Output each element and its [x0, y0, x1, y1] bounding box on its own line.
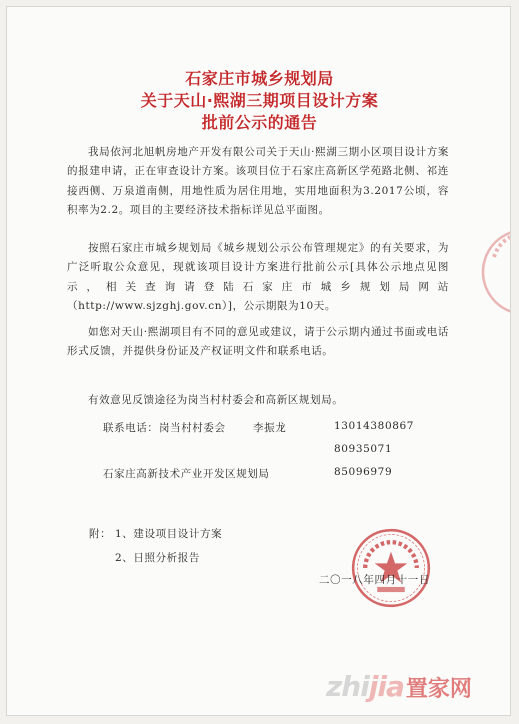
notice-page	[6, 6, 511, 716]
contact-org-1: 岗当村村委会	[159, 422, 226, 434]
site-watermark-logo: zhijia置家网	[326, 670, 472, 703]
title-line-3: 批前公示的通告	[201, 113, 318, 132]
contact-person-1: 李振龙	[253, 422, 287, 434]
official-seal-stamp	[348, 525, 434, 611]
paragraph-public-notice: 按照石家庄市城乡规划局《城乡规划公示公布管理规定》的有关要求，为广泛听取公众意见，现就该项目设计方案进行批前公示[具体公示地点见图示，相关查询请登陆石家庄市城乡规划局网站（http://www.sjzghj.gov.cn）]，公示期限为10天。	[67, 242, 449, 312]
attachment-item-2: 2、日照分析报告	[115, 552, 200, 564]
paragraph-feedback-channel: 有效意见反馈途径为岗当村村委会和高新区规划局。	[88, 394, 344, 406]
edge-seal-stamp	[480, 217, 511, 327]
contact-label: 联系电话：	[103, 422, 159, 434]
title-line-2: 关于天山·熙湖三期项目设计方案	[140, 91, 379, 110]
title-line-1: 石家庄市城乡规划局	[185, 69, 334, 88]
contact-org-2: 石家庄高新技术产业开发区规划局	[103, 468, 270, 480]
attachment-item-1: 1、建设项目设计方案	[115, 528, 223, 540]
paragraph-feedback: 如您对天山·熙湖项目有不同的意见或建议，请于公示期内通过书面或电话形式反馈，并提供身份证及产权证明文件和联系电话。	[67, 326, 449, 358]
contact-phone-2: 80935071	[334, 443, 393, 455]
contact-phone-3: 85096979	[334, 466, 393, 478]
issue-date: 二〇一八年四月十一日	[319, 574, 430, 586]
paragraph-project-info: 我局依河北旭帆房地产开发有限公司关于天山·熙湖三期小区项目设计方案的报建申请，正在审查设计方案。该项目位于石家庄高新区学苑路北侧、祁连接西侧、万泉道南侧，用地性质为居住用地，实用地面积为3.2017公顷，容积率为2.2。项目的主要经济技术指标详见总平面图。	[67, 146, 449, 216]
attachments-label: 附：	[89, 528, 112, 540]
contact-phone-1: 13014380867	[334, 420, 415, 432]
